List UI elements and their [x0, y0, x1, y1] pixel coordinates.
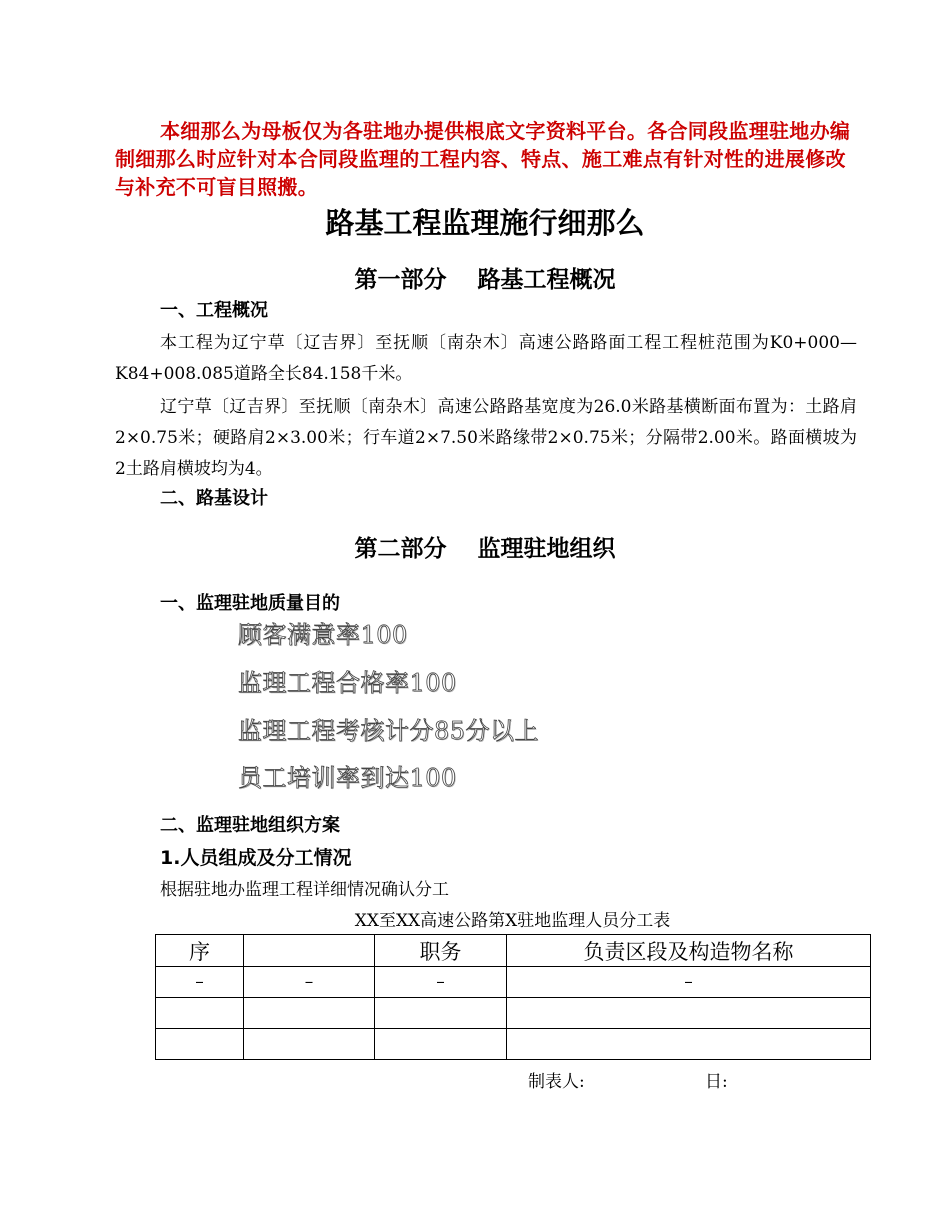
part1-heading: 第一部分 路基工程概况: [354, 267, 616, 293]
section-organization-plan-heading: 二、监理驻地组织方案: [160, 815, 340, 836]
table-cell: [375, 998, 507, 1029]
section-subgrade-design-heading: 二、路基设计: [160, 488, 268, 509]
table-cell: [156, 1029, 244, 1060]
table-header-row: [156, 935, 871, 967]
table-row: [156, 998, 871, 1029]
prepared-by-label: 制表人:: [528, 1072, 585, 1092]
goal-item: 顾客满意率100: [238, 621, 408, 649]
table-row: [156, 967, 871, 998]
table-cell: –: [244, 967, 375, 998]
table-cell: [244, 1029, 375, 1060]
column-header-position: 职务: [375, 935, 507, 967]
table-cell: –: [156, 967, 244, 998]
table-cell: [375, 1029, 507, 1060]
table-cell: –: [507, 967, 871, 998]
table-cell: [507, 1029, 871, 1060]
staffing-intro-line: 根据驻地办监理工程详细情况确认分工: [160, 880, 449, 900]
table-cell: –: [375, 967, 507, 998]
goal-item: 监理工程考核计分85分以上: [238, 717, 540, 745]
part2-heading: 第二部分 监理驻地组织: [354, 536, 616, 562]
staff-assignment-table: [155, 934, 871, 1060]
table-cell: [156, 998, 244, 1029]
column-header-name: [244, 935, 375, 967]
table-caption: XX至XX高速公路第X驻地监理人员分工表: [354, 911, 671, 931]
goal-item: 员工培训率到达100: [238, 764, 457, 792]
section-project-overview-heading: 一、工程概况: [160, 300, 268, 321]
column-header-responsibility: 负责区段及构造物名称: [507, 935, 871, 967]
date-label: 日:: [705, 1072, 728, 1092]
column-header-index: 序: [156, 935, 244, 967]
subgrade-width-paragraph: 辽宁草〔辽吉界〕至抚顺〔南杂木〕高速公路路基宽度为26.0米路基横断面布置为：土路肩2×0.75米；硬路肩2×3.00米；行车道2×7.50米路缘带2×0.75米；分隔带2.00米。路面横坡为2土路肩横坡均为4。: [115, 397, 857, 479]
goal-item: 监理工程合格率100: [238, 669, 457, 697]
document-title: 路基工程监理施行细那么: [325, 206, 645, 240]
table-cell: [244, 998, 375, 1029]
template-notice: 本细那么为母板仅为各驻地办提供根底文字资料平台。各合同段监理驻地办编制细那么时应针对本合同段监理的工程内容、特点、施工难点有针对性的进展修改与补充不可盲目照搬。: [115, 119, 851, 199]
subsection-staffing-heading: 1.人员组成及分工情况: [160, 847, 352, 869]
table-row: [156, 1029, 871, 1060]
section-quality-goals-heading: 一、监理驻地质量目的: [160, 593, 340, 614]
project-overview-paragraph: 本工程为辽宁草〔辽吉界〕至抚顺〔南杂木〕高速公路路面工程工程桩范围为K0+000—K84+008.085道路全长84.158千米。: [115, 333, 857, 384]
table-cell: [507, 998, 871, 1029]
